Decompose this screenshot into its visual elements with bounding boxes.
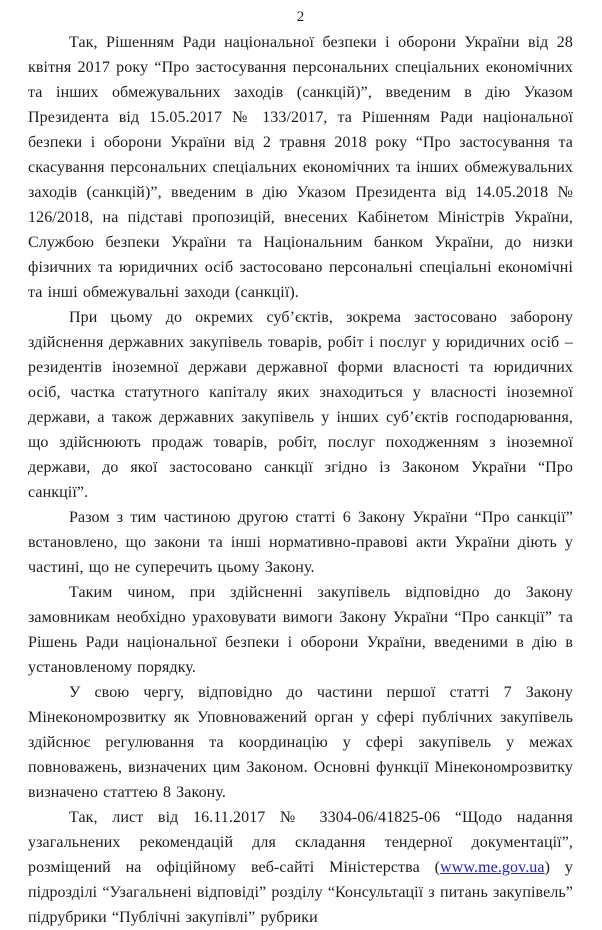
page-number: 2	[296, 9, 305, 25]
ministry-website-link[interactable]: www.me.gov.ua	[440, 859, 545, 876]
paragraph-ministry-authority: У свою чергу, відповідно до частини першої статті 7 Закону Мінекономрозвитку як Уповноважений орган у сфері публічних закупівель здійснює регулювання та координацію у сфері закупівель у межах повноважень, визначених цим Законом. Основні функції Мінекономрозвитку визначено статтею 8 Закону.	[28, 684, 573, 801]
letter-text-after-link: ) у підрозділі “Узагальнені відповіді” розділу “Консультації з питань закупівель” підрубрики “Публічні закупівлі” рубрики	[28, 859, 573, 926]
paragraph-letter-recommendations	[28, 805, 573, 930]
paragraph-sanctions-decisions: Так, Рішенням Ради національної безпеки і оборони України від 28 квітня 2017 року “Про застосування персональних спеціальних економічних та інших обмежувальних заходів (санкцій)”, введеним в дію Указом Президента від 15.05.2017 № 133/2017, та Рішенням Ради національної безпеки і оборони України від 2 травня 2018 року “Про застосування та скасування персональних спеціальних економічних та інших обмежувальних заходів (санкцій)”, введеним в дію Указом Президента від 14.05.2018 № 126/2018, на підставі пропозицій, внесених Кабінетом Міністрів України, Службою безпеки України та Національним банком України, до низки фізичних та юридичних осіб застосовано персональні спеціальні економічні та інші обмежувальні заходи (санкції).	[28, 34, 573, 301]
letter-text-before-link: Так, лист від 16.11.2017 № 3304-06/41825-06 “Щодо надання узагальнених рекомендацій для складання тендерної документації”, розміщений на офіційному веб-сайті Міністерства (	[28, 809, 573, 876]
paragraph-law-article-6: Разом з тим частиною другою статті 6 Закону України “Про санкції” встановлено, що закони та інші нормативно-правові акти України діють у частині, що не суперечить цьому Закону.	[28, 509, 573, 576]
paragraph-procurement-ban: При цьому до окремих суб’єктів, зокрема застосовано заборону здійснення державних закупівель товарів, робіт і послуг у юридичних осіб – резидентів іноземної держави державної форми власності та юридичних осіб, частка статутного капіталу яких знаходиться у власності іноземної держави, а також державних закупівель у інших суб’єктів господарювання, що здійснюють продаж товарів, робіт, послуг походженням з іноземної держави, до якої застосовано санкції згідно із Законом України “Про санкції”.	[28, 309, 573, 501]
paragraph-customer-requirements: Таким чином, при здійсненні закупівель відповідно до Закону замовникам необхідно ураховувати вимоги Закону України “Про санкції” та Рішень Ради національної безпеки і оборони України, введеними в дію в установленому порядку.	[28, 584, 573, 676]
